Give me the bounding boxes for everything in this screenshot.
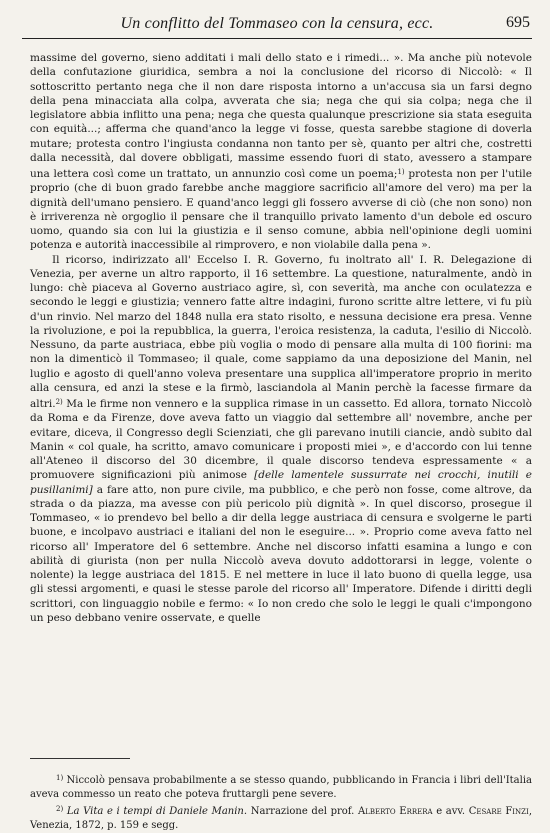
footnote-mark: 1) bbox=[56, 774, 64, 782]
text-run: a fare atto, non pure civile, ma pubblico, e che però non fosse, come altrove, da strada o da piazza, ma avesse con più pericolo più dignità ». In quel discorso, prosegue il Tommaseo, « io prendevo bel bello a dir della legge austriaca di censura e svolgerne le parti buone, e incolpavo austriaci e italiani del non le eseguire... ». Proprio come aveva fatto nel ricorso all' Imperatore del 6 settembre. Anche nel discorso infatti esamina a lungo e con abilità di giurista (non per nulla Niccolò aveva dovuto addottorarsi in legge, volente o nolente) la legge austriaca del 1815. E nel mettere in luce il lato buono di quella legge, usa gli stessi argomenti, e quasi le stesse parole del ricorso all' Imperatore. Difende i diritti degli scrittori, con linguaggio nobile e fermo: « Io non credo che solo le leggi le quali c'impongono un peso debbano venire osservate, e quelle bbox=[30, 483, 532, 624]
author-name: Alberto Errera bbox=[357, 806, 433, 817]
footnotes bbox=[30, 771, 532, 833]
paragraph bbox=[30, 51, 532, 253]
footnote-text: e avv. bbox=[432, 806, 469, 817]
page-number: 695 bbox=[506, 14, 530, 31]
footnote-text: , Venezia, 1872, p. 159 e segg. bbox=[30, 806, 532, 831]
running-title: Un conflitto del Tommaseo con la censura, ecc. bbox=[120, 15, 434, 32]
text-run: Il ricorso, indirizzato all' Eccelso I. R. Governo, fu inoltrato all' I. R. Delegazione di Venezia, per averne un altro rapporto, il 16 settembre. La questione, naturalmente, andò in lungo: chè piaceva al Governo austriaco agire, sì, con severità, ma anche con oculatezza e secondo le leggi e giustizia; vennero fatte altre indagini, furono scritte altre lettere, vi fu più d'un rinvio. Nel marzo del 1848 nulla era stato risolto, e nessuna decisione era presa. Venne la rivoluzione, e poi la repubblica, la guerra, l'eroica resistenza, la caduta, l'esilio di Niccolò. Nessuno, da parte austriaca, ebbe più voglia o modo di pensare alla multa di 100 fiorini: ma non la dimenticò il Tommaseo; il quale, come sappiamo da una deposizione del Manin, nel luglio e agosto di quell'anno voleva presentare una supplica all'imperatore proprio in merito alla censura, ed anzi la stese e la firmò, lasciandola al Manin perchè la facesse firmare da altri. bbox=[30, 253, 532, 410]
text-run: massime del governo, sieno additati i mali dello stato e i rimedi... ». Ma anche più notevole della confutazione giuridica, sembra a noi la conclusione del ricorso di Niccolò: « Il sottoscritto pertanto nega che il non dare risposta intorno a un'accusa sia un farsi degno della pena minacciata alla colpa, avverata che sia; nega che qui sia colpa; nega che il legislatore abbia inflitto una pena; nega che questa qualunque prescrizione sia stata eseguita con equità...; afferma che quand'anco la legge vi fosse, questa sarebbe stagione di doverla mutare; protesta contro l'ingiusta condanna non tanto per sè, quanto per altri che, costretti dalla necessità, dal dovere obbligati, massime essendo fuori di stato, avessero a stampare una lettera così come un trattato, un annunzio così come un poema; bbox=[30, 52, 532, 180]
text-run: protesta non per l'utile proprio (che di buon grado farebbe anche maggiore sacrificio all'amore del vero) ma per la dignità dell'umano pensiero. E quand'anco leggi gli fossero avverse di ciò (che non sono) non è irriverenza nè orgoglio il pensare che il tranquillo privato lamento d'un debole ed oscuro uomo, quando sia con lui la giustizia e il senso comune, abbia nell'opinione degli uomini potenza e autorità inaccessibile al rimprovero, e non violabile dalla pena ». bbox=[30, 168, 532, 252]
book-title: La Vita e i tempi di Daniele Manin. bbox=[66, 806, 248, 817]
text-run: Ma le firme non vennero e la supplica rimase in un cassetto. Ed allora, tornato Niccolò da Roma e da Firenze, dove aveva fatto un viaggio dal settembre all' novembre, anche per evitare, diceva, il Congresso degli Scienziati, che gli parevano inutili ciancie, andò subito dal Manin « col quale, ha scritto, amavo comunicare i proposti miei », e d'accordo con lui tenne all'Ateneo il discorso del 30 dicembre, il quale discorso tendeva espressamente « a promuovere significazioni più animose bbox=[30, 398, 532, 482]
paragraph bbox=[30, 253, 532, 626]
footnote-ref: 1) bbox=[397, 168, 405, 176]
footnote-ref: 2) bbox=[55, 398, 63, 406]
author-name: Cesare Finzi bbox=[468, 806, 529, 817]
italic-quote: [delle lamentele sussurrate nei crocchi, inutili e pusillanimi] bbox=[30, 469, 532, 496]
footnote-mark: 2) bbox=[56, 805, 64, 813]
footnote-1 bbox=[30, 771, 532, 802]
page-header bbox=[22, 12, 532, 39]
main-text bbox=[30, 51, 532, 625]
footnote-2 bbox=[30, 802, 532, 833]
footnote-divider bbox=[30, 758, 130, 759]
footnote-text: Niccolò pensava probabilmente a se stesso quando, pubblicando in Francia i libri dell'Italia aveva commesso un reato che poteva fruttargli pene severe. bbox=[30, 775, 533, 800]
footnote-text: Narrazione del prof. bbox=[247, 806, 358, 817]
